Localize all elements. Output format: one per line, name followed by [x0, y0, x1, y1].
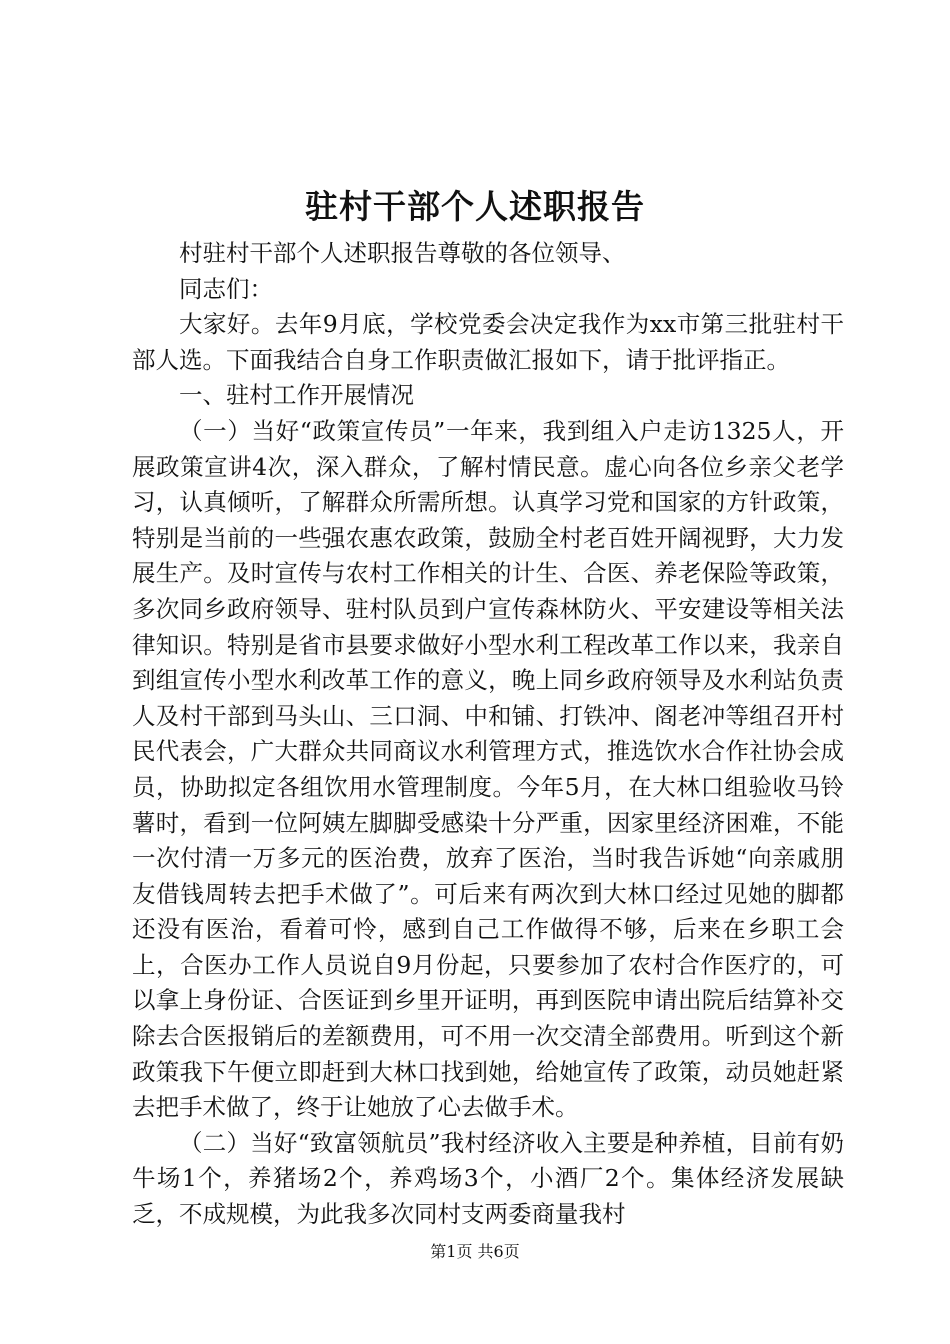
paragraph-policy: （一）当好“政策宣传员”一年来，我到组入户走访1325人，开展政策宣讲4次，深入群众，了解村情民意。虚心向各位乡亲父老学习，认真倾听，了解群众所需所想。认真学习党和国家的方针政策，特别是当前的一些强农惠农政策，鼓励全村老百姓开阔视野，大力发展生产。及时宣传与农村工作相关的计生、合医、养老保险等政策，多次同乡政府领导、驻村队员到户宣传森林防火、平安建设等相关法律知识。特别是省市县要求做好小型水利工程改革工作以来，我亲自到组宣传小型水利改革工作的意义，晚上同乡政府领导及水利站负责人及村干部到马头山、三口洞、中和铺、打铁冲、阁老冲等组召开村民代表会，广大群众共同商议水利管理方式，推选饮水合作社协会成员，协助拟定各组饮用水管理制度。今年5月，在大林口组验收马铃薯时，看到一位阿姨左脚脚受感染十分严重，因家里经济困难，不能一次付清一万多元的医治费，放弃了医治，当时我告诉她“向亲戚朋友借钱周转去把手术做了”。可后来有两次到大林口经过见她的脚都还没有医治，看着可怜，感到自己工作做得不够，后来在乡职工会上，合医办工作人员说自9月份起，只要参加了农村合作医疗的，可以拿上身份证、合医证到乡里开证明，再到医院申请出院后结算补交除去合医报销后的差额费用，可不用一次交清全部费用。听到这个新政策我下午便立即赶到大林口找到她，给她宣传了政策，动员她赶紧去把手术做了，终于让她放了心去做手术。 [132, 416, 844, 1122]
section-heading: 一、驻村工作开展情况 [179, 381, 414, 410]
page-footer: 第1页 共6页 [430, 1242, 520, 1261]
document-title: 驻村干部个人述职报告 [305, 187, 645, 226]
document-body [132, 236, 844, 1233]
paragraph-salutation: 村驻村干部个人述职报告尊敬的各位领导、 [179, 239, 626, 267]
paragraph-greeting: 同志们： [179, 274, 273, 303]
paragraph-intro: 大家好。去年9月底，学校党委会决定我作为xx市第三批驻村干部人选。下面我结合自身工作职责做汇报如下，请于批评指正。 [132, 310, 844, 374]
paragraph-economy: （二）当好“致富领航员”我村经济收入主要是种养植，目前有奶牛场1个，养猪场2个，养鸡场3个，小酒厂2个。集体经济发展缺乏，不成规模，为此我多次同村支两委商量我村 [132, 1128, 844, 1229]
